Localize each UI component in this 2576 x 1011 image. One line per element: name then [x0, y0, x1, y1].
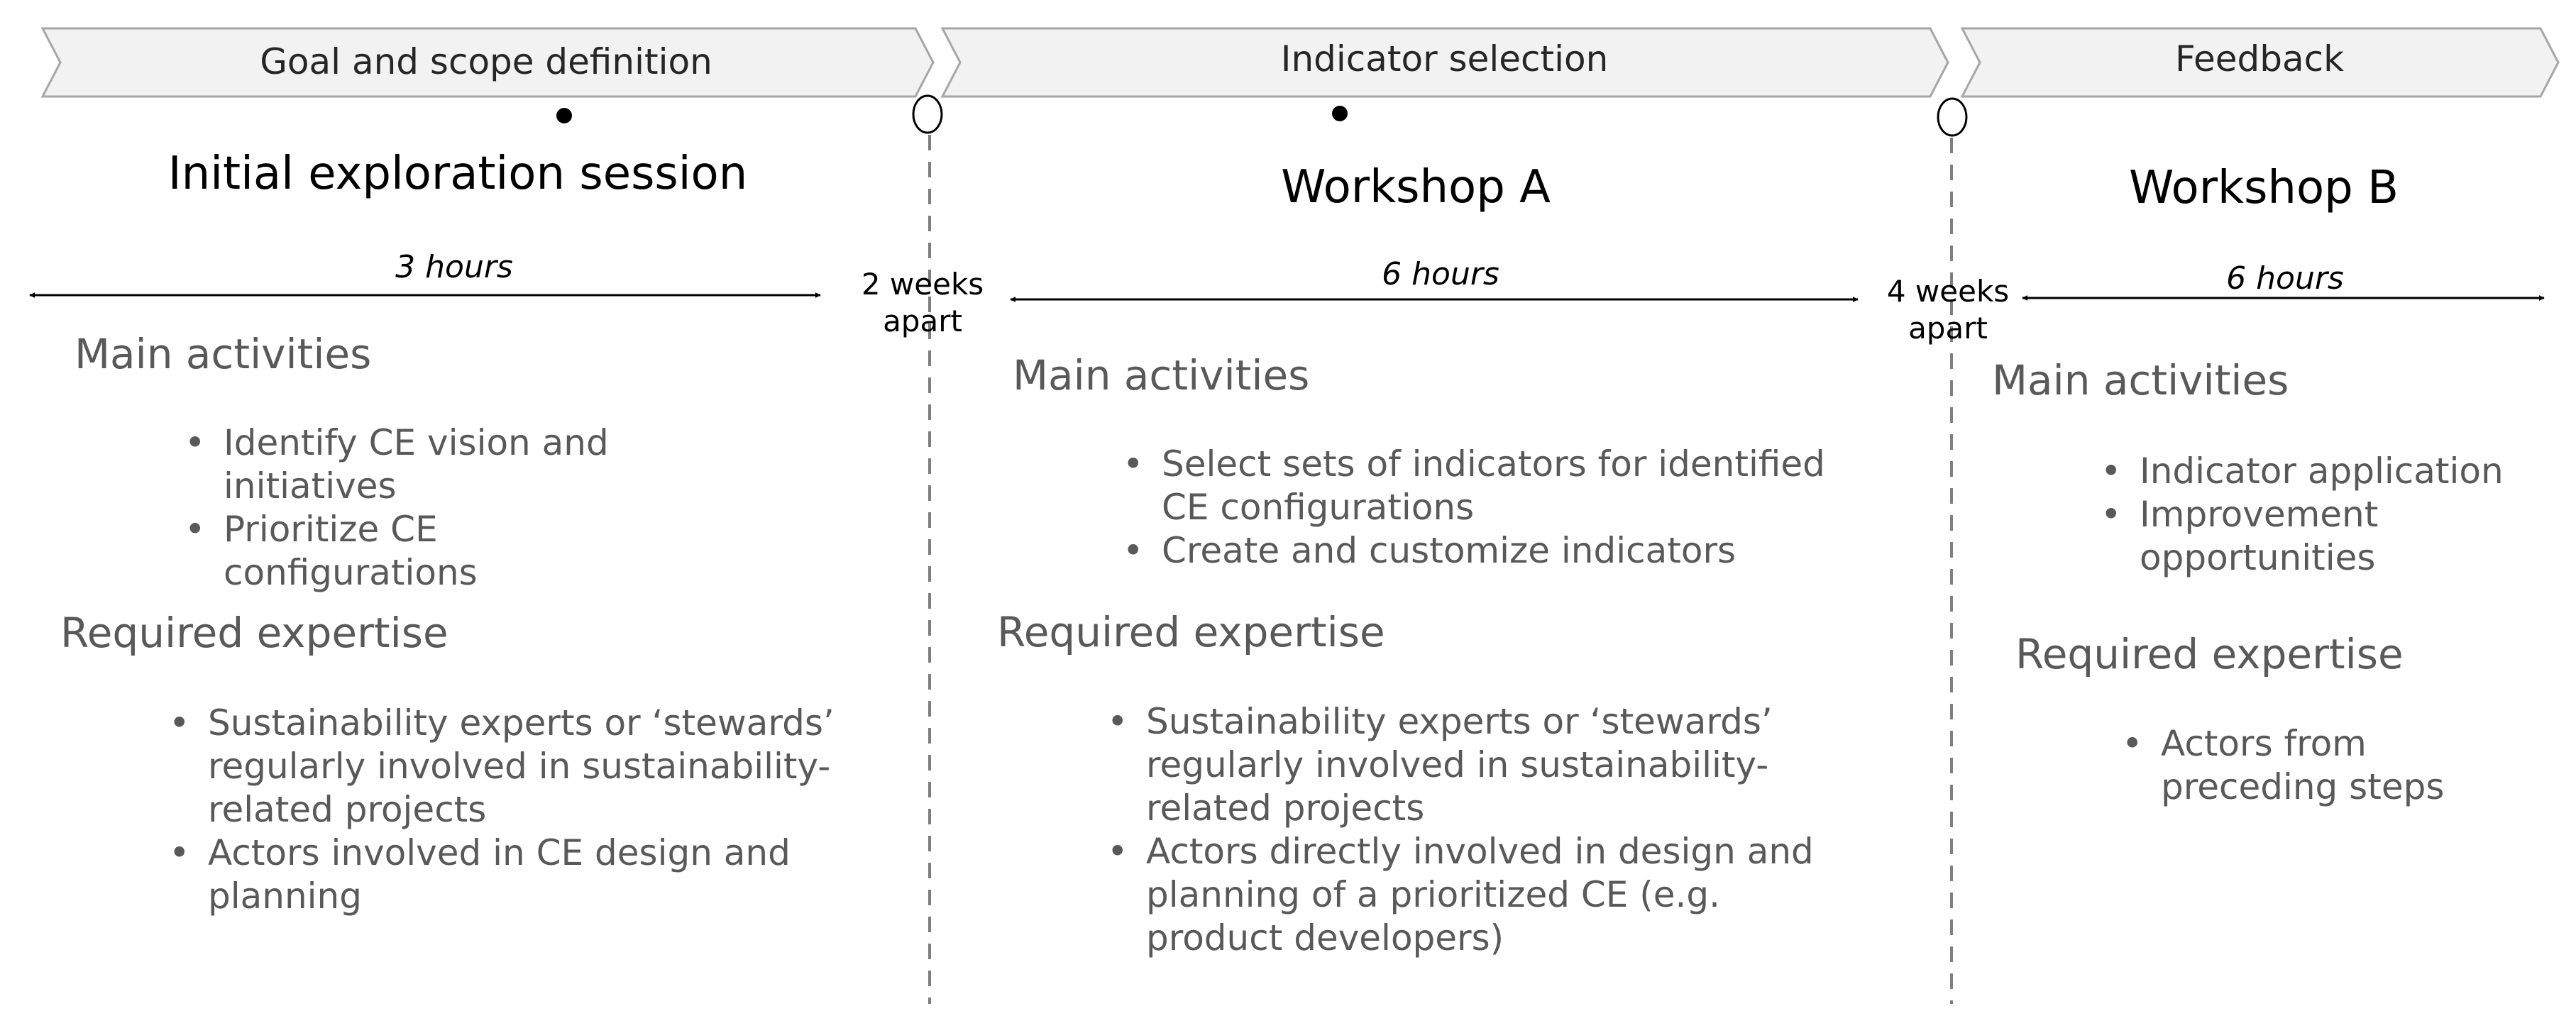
list-item: • Actors involved in CE design and planning: [169, 832, 850, 918]
expertise-heading-initial: Required expertise: [60, 609, 448, 657]
phase-label-feedback: Feedback: [2174, 38, 2345, 79]
list-item: • Actors from preceding steps: [2122, 722, 2455, 809]
list-item: • Prioritize CE configurations: [185, 508, 695, 595]
list-item: • Sustainability experts or ‘stewards’ regularly involved in sustainability-related projects: [1107, 700, 1824, 830]
session-title-workshop-a: Workshop A: [1281, 161, 1551, 214]
expertise-list-workshop-a: [1107, 700, 1824, 960]
session-dot-initial: [556, 108, 572, 123]
expertise-list-workshop-b: [2122, 722, 2455, 809]
session-title-initial: Initial exploration session: [167, 148, 748, 200]
activities-heading-workshop-b: Main activities: [1992, 356, 2289, 404]
list-item: • Indicator application: [2101, 450, 2555, 493]
activities-heading-initial: Main activities: [75, 330, 372, 378]
expertise-list-initial: [169, 702, 850, 918]
activities-list-initial: [185, 421, 695, 595]
list-item: • Create and customize indicators: [1123, 529, 1861, 573]
expertise-heading-workshop-b: Required expertise: [2015, 630, 2404, 678]
activities-heading-workshop-a: Main activities: [1013, 351, 1310, 399]
list-item: • Select sets of indicators for identified CE configurations: [1123, 443, 1861, 529]
activities-list-workshop-a: [1123, 443, 1861, 573]
duration-label-workshop-b: 6 hours: [2226, 260, 2344, 297]
milestone-circle-2: [1938, 99, 1966, 136]
expertise-heading-workshop-a: Required expertise: [997, 608, 1385, 656]
session-title-workshop-b: Workshop B: [2129, 162, 2399, 214]
list-item: • Identify CE vision and initiatives: [185, 421, 695, 508]
phase-label-indicator-selection: Indicator selection: [1280, 38, 1609, 79]
duration-label-workshop-a: 6 hours: [1382, 256, 1499, 292]
phase-label-goal-scope: Goal and scope definition: [260, 41, 712, 82]
milestone-circle-1: [913, 96, 942, 133]
session-dot-workshop-a: [1332, 106, 1348, 121]
list-item: • Improvement opportunities: [2101, 493, 2555, 580]
gap-label-1: 2 weeks apart: [861, 267, 984, 338]
list-item: • Sustainability experts or ‘stewards’ regularly involved in sustainability-related projects: [169, 702, 850, 832]
list-item: • Actors directly involved in design and planning of a prioritized CE (e.g. product developers): [1107, 830, 1824, 960]
activities-list-workshop-b: [2101, 450, 2555, 580]
duration-label-initial: 3 hours: [395, 249, 513, 285]
gap-label-2: 4 weeks apart: [1886, 274, 2010, 346]
